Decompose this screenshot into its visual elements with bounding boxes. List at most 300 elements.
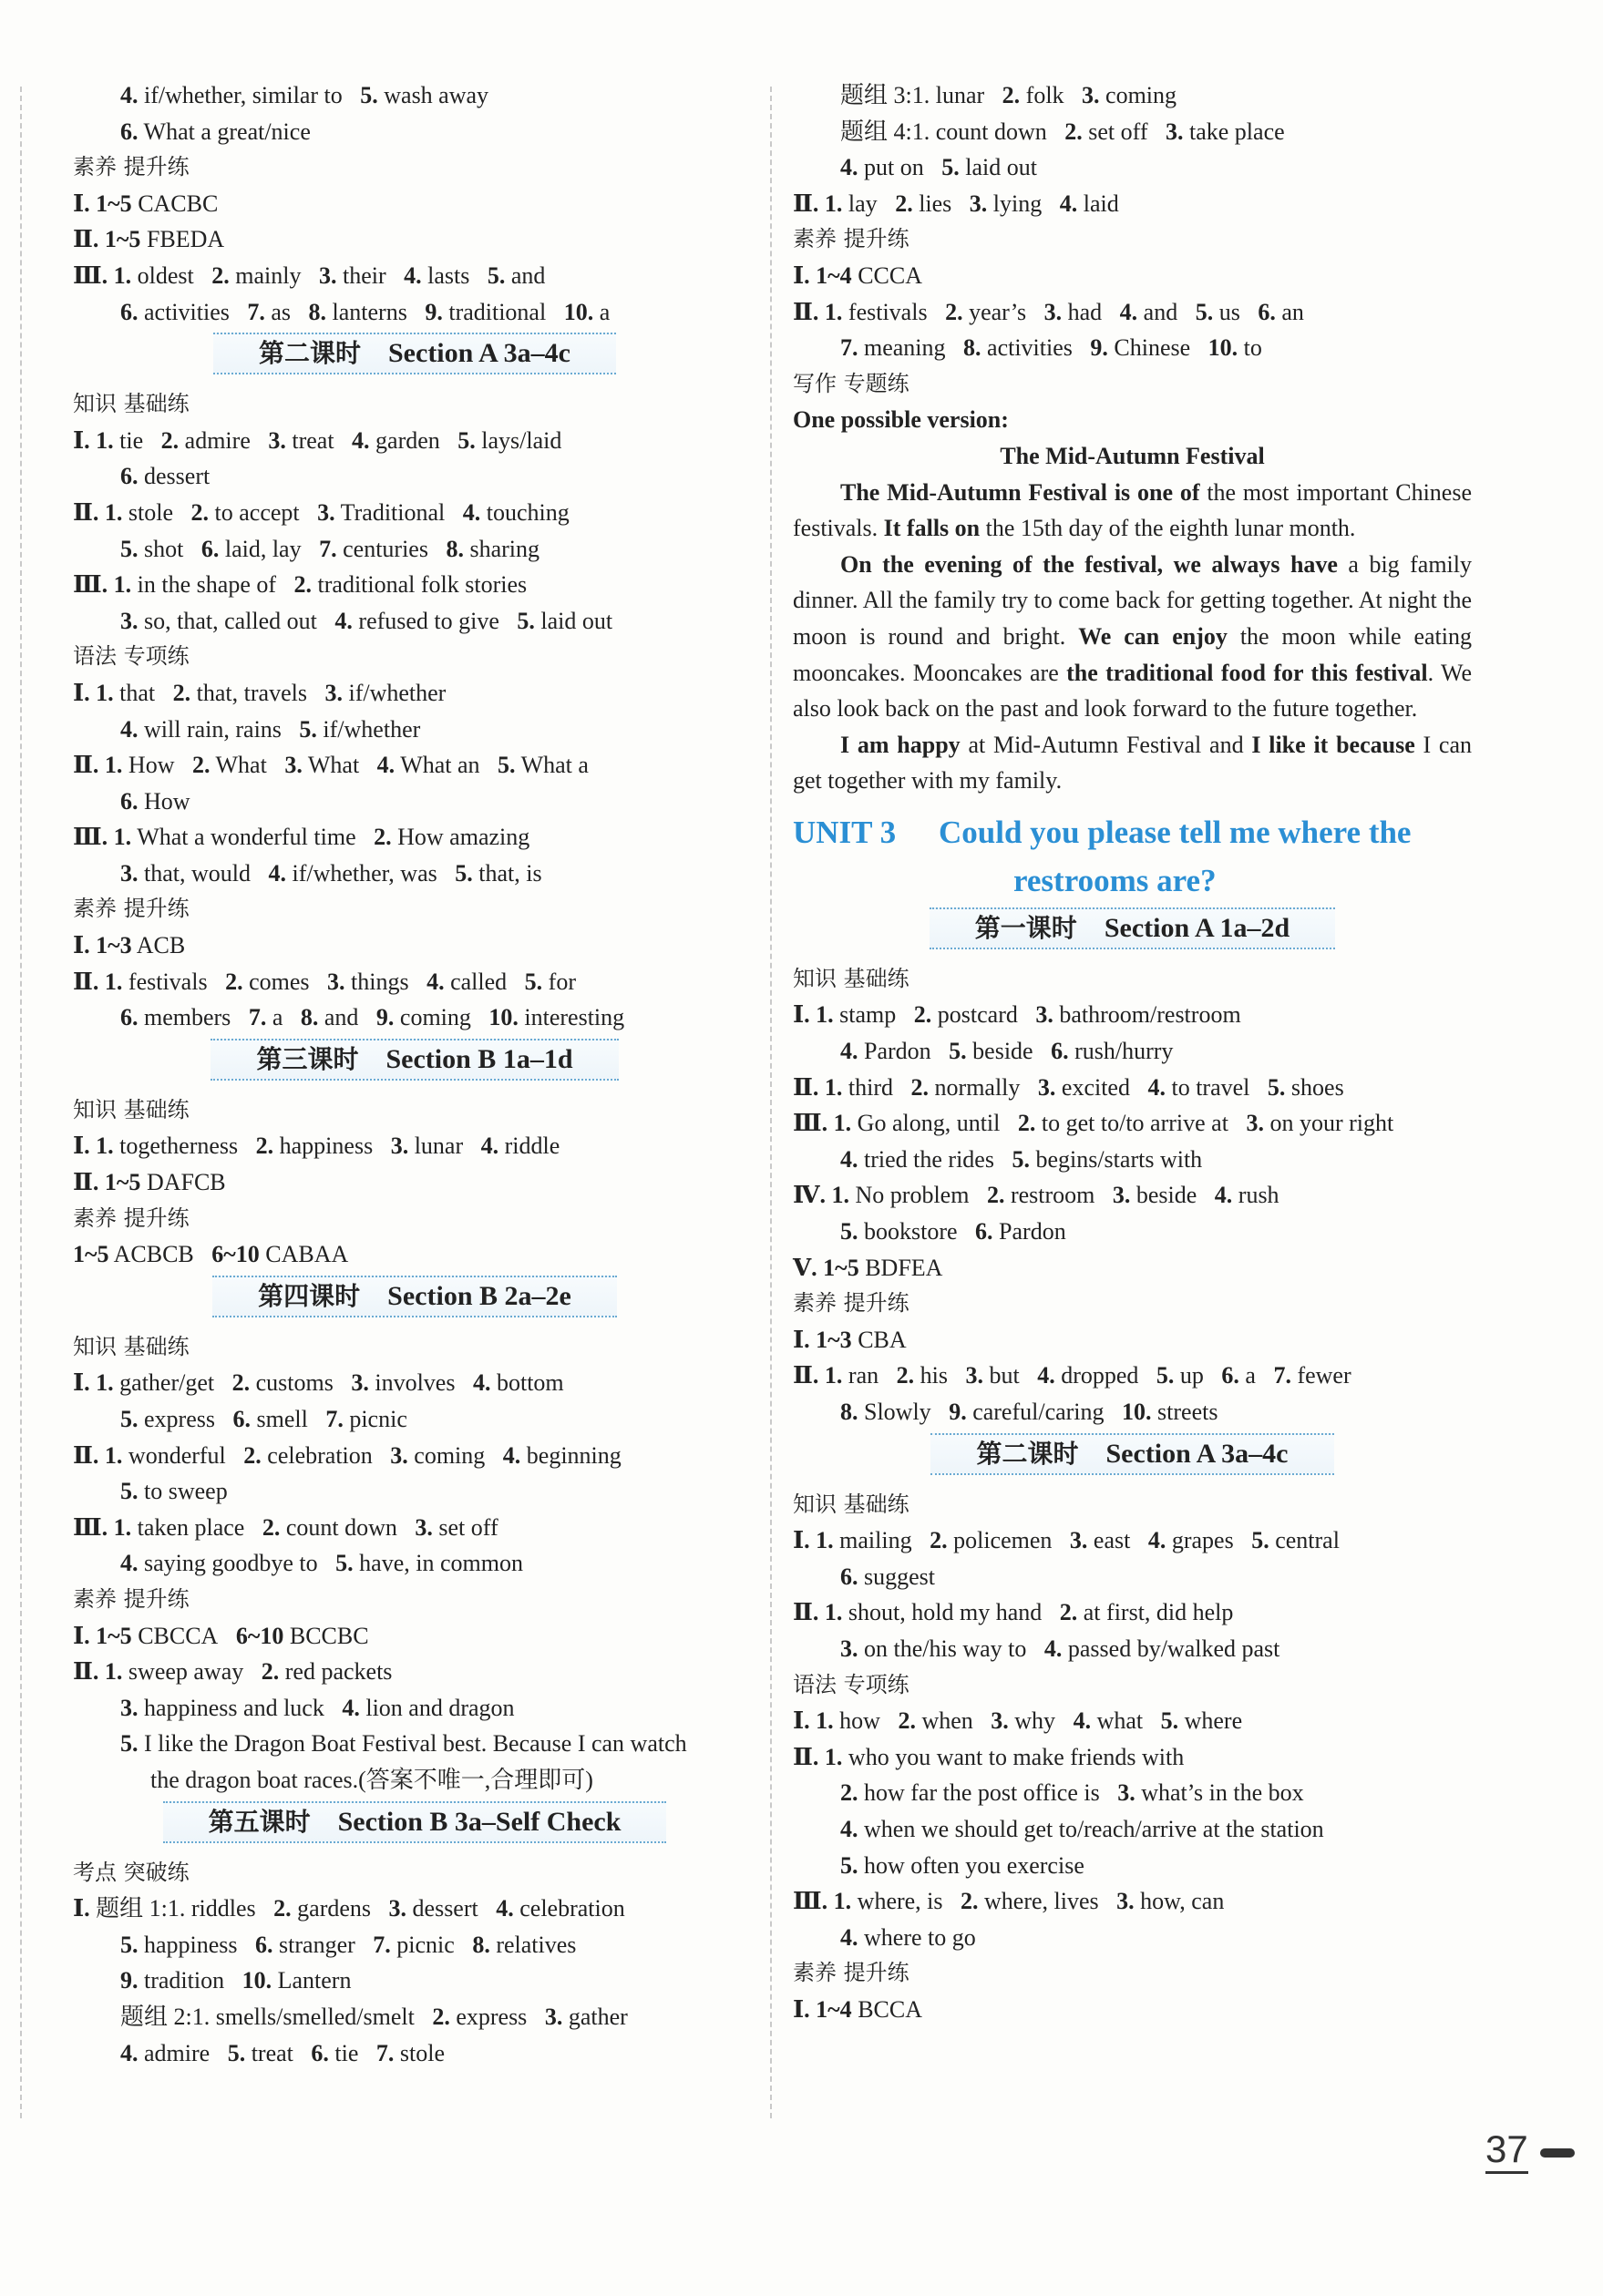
answer-line: [793, 1811, 1472, 1848]
essay-label: [793, 402, 1472, 438]
answer-text: postcard: [937, 1001, 1018, 1029]
answer-text: saying goodbye to: [144, 1550, 318, 1577]
item-number: 4.: [268, 859, 286, 887]
item-number: 8.: [308, 298, 327, 325]
unit-label: UNIT 3: [793, 814, 897, 850]
answer-line: [793, 1522, 1472, 1559]
answer-text: festivals: [848, 298, 928, 325]
answer-line: [73, 495, 756, 531]
answer-line: [73, 1618, 756, 1655]
item-number: 3.: [1043, 298, 1063, 325]
answer-line: [73, 675, 756, 712]
item-number: Ⅰ. 1.: [73, 679, 114, 706]
item-number: Ⅲ. 1.: [73, 261, 132, 289]
answer-text: red packets: [284, 1658, 393, 1686]
answer-text: lasts: [427, 261, 470, 289]
item-number: 2.: [231, 1369, 251, 1397]
essay-text: the most important Chinese festivals.: [793, 478, 1473, 542]
item-number: Ⅰ. 1.: [793, 1001, 834, 1029]
item-number: 4.: [376, 752, 396, 779]
answer-text: CBCCA: [138, 1622, 219, 1649]
item-number: Ⅰ. 1~3: [73, 932, 132, 959]
answer-text: year’s: [969, 298, 1027, 325]
essay-paragraph: [793, 727, 1472, 799]
item-number: Ⅱ. 1.: [793, 1743, 843, 1770]
essay-text: . We also look back on the past and look forward to the future together.: [793, 659, 1472, 723]
answer-line: [793, 1322, 1472, 1358]
item-number: 4.: [334, 607, 353, 634]
item-number: 6.: [232, 1406, 251, 1432]
item-number: 8.: [840, 1399, 858, 1425]
answer-line: [73, 294, 756, 331]
answer-text: and: [1143, 298, 1178, 325]
answer-text: gardens: [297, 1895, 372, 1922]
item-number: 4.: [120, 715, 139, 743]
answer-text: BCCBC: [289, 1622, 369, 1649]
answer-text: to travel: [1171, 1073, 1250, 1101]
item-number: 6.: [120, 298, 139, 325]
item-number: 2.: [840, 1779, 858, 1807]
item-number: 5.: [840, 1851, 858, 1879]
answer-text: CABAA: [265, 1241, 349, 1268]
answer-text: how often you exercise: [864, 1851, 1084, 1879]
item-number: 2.: [1017, 1110, 1036, 1137]
answer-text: when we should get to/reach/arrive at the station: [864, 1815, 1324, 1842]
answer-text: Traditional: [340, 498, 446, 526]
answer-text: No problem: [855, 1182, 970, 1209]
item-number: 6.: [255, 1931, 273, 1958]
answer-text: dropped: [1061, 1362, 1139, 1389]
answer-text: shot: [144, 535, 184, 562]
answer-text: why: [1014, 1707, 1056, 1735]
answer-line: [793, 1631, 1472, 1667]
item-number: 4.: [502, 1441, 521, 1469]
category-heading: 素养 提升练: [793, 1290, 909, 1317]
item-number: 2.: [293, 571, 313, 599]
unit-title: Could you please tell me where the: [939, 814, 1412, 850]
answer-text: for: [548, 968, 576, 995]
item-number: 9.: [425, 298, 443, 325]
section-heading: [73, 332, 756, 384]
answer-text: interesting: [524, 1004, 625, 1031]
item-number: 6.: [120, 1004, 139, 1031]
item-number: 2.: [1002, 82, 1021, 108]
item-number: 3.: [268, 426, 286, 454]
essay-keyphrase: On the evening of the festival, we always have: [840, 550, 1338, 578]
answer-text: that, is: [478, 859, 542, 887]
answer-text: sweep away: [128, 1658, 244, 1686]
section-banner: [211, 1039, 618, 1081]
item-number: 3.: [319, 261, 337, 289]
item-number: 3.: [544, 2003, 563, 2030]
answer-line: [73, 567, 756, 603]
answer-text: laid out: [965, 154, 1037, 181]
item-number: 3.: [1069, 1527, 1088, 1554]
answer-line: [73, 747, 756, 784]
answer-text: on your right: [1269, 1110, 1394, 1137]
item-number: 3.: [1116, 1888, 1135, 1915]
item-number: 4.: [496, 1895, 514, 1922]
answer-line: [793, 1177, 1472, 1214]
answer-text: smell: [256, 1406, 308, 1432]
answer-text: comes: [249, 968, 310, 995]
item-number: 4.: [840, 1145, 858, 1173]
item-number: 3.: [991, 1707, 1009, 1735]
item-number: 3.: [1037, 1073, 1056, 1101]
section-label: Section B 1a–1d: [385, 1043, 573, 1074]
answer-line: [73, 1654, 756, 1690]
answer-text: 题组 2:1. smells/smelled/smelt: [120, 2003, 415, 2030]
item-number: 3.: [1117, 1779, 1135, 1807]
item-number: Ⅱ. 1.: [73, 498, 123, 526]
answer-line: [793, 1070, 1472, 1106]
answer-line: [73, 999, 756, 1036]
essay-paragraph: [793, 475, 1472, 547]
answer-text: laid: [1083, 190, 1119, 217]
answer-text: gather: [568, 2003, 628, 2030]
item-number: 5.: [360, 82, 378, 108]
item-number: 6.: [200, 535, 220, 562]
answer-line: [793, 1848, 1472, 1884]
item-number: 7.: [325, 1406, 344, 1432]
answer-text: Go along, until: [857, 1110, 1001, 1137]
answer-text: activities: [144, 298, 230, 325]
answer-text: their: [343, 261, 386, 289]
section-label: Section B 3a–Self Check: [337, 1806, 622, 1837]
answer-text: What a wonderful time: [137, 824, 356, 851]
answer-text: I like the Dragon Boat Festival best. Because I can watch: [144, 1730, 687, 1758]
answer-text: who you want to make friends with: [848, 1743, 1185, 1770]
answer-line: [793, 186, 1472, 222]
answer-text: if/whether, similar to: [144, 82, 343, 108]
right-column: [793, 77, 1472, 2028]
answer-text: on the/his way to: [864, 1635, 1027, 1662]
item-number: 10.: [488, 1004, 519, 1031]
item-number: 5.: [455, 859, 473, 887]
answer-text: to: [1243, 334, 1262, 362]
item-number: 6.: [120, 787, 139, 815]
answer-text: restroom: [1010, 1182, 1095, 1209]
section-banner: [930, 907, 1335, 949]
item-number: 1~5: [73, 1241, 109, 1268]
answer-text: that, would: [144, 859, 251, 887]
item-number: 3.: [284, 752, 303, 779]
item-number: 5.: [524, 968, 543, 995]
answer-line: [73, 458, 756, 495]
item-number: 2.: [261, 1658, 280, 1686]
category-heading: 素养 提升练: [73, 1204, 190, 1231]
answer-text: treat: [251, 2039, 293, 2066]
item-number: 3.: [324, 679, 343, 706]
answer-text: relatives: [496, 1931, 577, 1958]
item-number: 5.: [120, 535, 139, 562]
answer-text: how, can: [1140, 1888, 1225, 1915]
lesson-label: 第五课时: [208, 1806, 311, 1837]
section-heading: [73, 1275, 756, 1327]
category-heading: 考点 突破练: [73, 1859, 190, 1885]
answer-text: how far the post office is: [864, 1779, 1100, 1807]
item-number: 10.: [563, 298, 594, 325]
lesson-label: 第四课时: [258, 1280, 361, 1311]
item-number: 3.: [388, 1895, 407, 1922]
answer-text: folk: [1025, 82, 1064, 108]
item-number: 4.: [342, 1694, 360, 1721]
answer-text: oldest: [137, 261, 194, 289]
answer-text: begins/starts with: [1035, 1145, 1203, 1173]
answer-text: and: [510, 261, 546, 289]
answer-text: traditional folk stories: [317, 571, 528, 599]
answer-line: [73, 1891, 756, 1927]
item-number: 2.: [1064, 118, 1083, 145]
essay-title-text: The Mid-Autumn Festival: [1000, 442, 1265, 469]
answer-text: involves: [375, 1369, 456, 1397]
answer-text: 题组 4:1. count down: [840, 118, 1047, 145]
answer-text: bookstore: [864, 1218, 958, 1245]
answer-line: [793, 149, 1472, 186]
answer-text: lying: [992, 190, 1043, 217]
essay-keyphrase: The Mid-Autumn Festival is one of: [840, 478, 1200, 506]
answer-text: wash away: [384, 82, 489, 108]
answer-text: beginning: [526, 1441, 622, 1469]
answer-text: to sweep: [144, 1478, 228, 1505]
item-number: 2.: [273, 1895, 292, 1922]
answer-text: express: [144, 1406, 215, 1432]
category-heading: 语法 专项练: [793, 1671, 909, 1697]
lesson-label: 第二课时: [258, 338, 361, 369]
answer-line: [73, 531, 756, 568]
answer-text: east: [1093, 1527, 1131, 1554]
answer-text: bottom: [496, 1369, 564, 1397]
answer-line: [793, 1883, 1472, 1920]
item-number: 8.: [963, 334, 981, 362]
answer-text: how: [839, 1707, 880, 1735]
answer-text: admire: [144, 2039, 211, 2066]
essay-keyphrase: I like it because: [1251, 731, 1415, 758]
item-number: 4.: [1214, 1182, 1233, 1209]
item-number: 5.: [1156, 1362, 1175, 1389]
answer-text: grapes: [1171, 1527, 1234, 1554]
item-number: 2.: [374, 824, 392, 851]
answer-text: when: [921, 1707, 973, 1735]
item-number: 2.: [160, 426, 180, 454]
answer-text: us: [1218, 298, 1240, 325]
item-number: 2.: [432, 2003, 450, 2030]
item-number: 5.: [120, 1406, 139, 1432]
answer-text: bathroom/restroom: [1059, 1001, 1241, 1029]
answer-text: What a great/nice: [143, 118, 311, 145]
answer-text: things: [351, 968, 409, 995]
answer-line: [793, 1214, 1472, 1250]
item-number: 5.: [1160, 1707, 1179, 1735]
answer-line: [793, 1394, 1472, 1430]
answer-line: [73, 1438, 756, 1474]
answer-line: [73, 1963, 756, 1999]
answer-text: CBA: [858, 1326, 907, 1353]
answer-line: [793, 1250, 1472, 1286]
item-number: 4.: [1073, 1707, 1092, 1735]
item-number: 4.: [120, 2039, 139, 2066]
category-heading: 语法 专项练: [73, 643, 190, 670]
answer-text: gather/get: [119, 1369, 215, 1397]
answer-line: [793, 1358, 1472, 1394]
answer-text: as: [271, 298, 292, 325]
item-number: 3.: [1166, 118, 1184, 145]
category-heading: 知识 基础练: [73, 1096, 190, 1122]
answer-line: [73, 2035, 756, 2072]
answer-text: had: [1067, 298, 1103, 325]
answer-text: rush/hurry: [1074, 1038, 1174, 1065]
item-number: 8.: [472, 1931, 490, 1958]
item-number: 2.: [898, 1707, 916, 1735]
answer-text: a: [599, 298, 611, 325]
answer-text: take place: [1189, 118, 1285, 145]
essay-keyphrase: the traditional food for this festival: [1066, 659, 1428, 686]
answer-text: CCCA: [858, 261, 922, 289]
answer-text: put on: [864, 154, 924, 181]
answer-text: a: [1245, 1362, 1256, 1389]
item-number: Ⅰ. 1.: [73, 1133, 114, 1160]
answer-text: if/whether: [323, 715, 421, 743]
answer-text: where, lives: [984, 1888, 1099, 1915]
answer-text: garden: [375, 426, 440, 454]
answer-text: tried the rides: [864, 1145, 994, 1173]
item-number: 3.: [415, 1513, 433, 1541]
item-number: 4.: [1059, 190, 1078, 217]
answer-text: but: [989, 1362, 1020, 1389]
answer-text: at first, did help: [1083, 1599, 1234, 1626]
item-number: 6.: [975, 1218, 993, 1245]
item-number: Ⅰ. 1~4: [793, 261, 852, 289]
answer-text: wonderful: [128, 1441, 226, 1469]
answer-line: [793, 1775, 1472, 1811]
item-number: Ⅰ.: [73, 1895, 90, 1922]
item-number: 5.: [840, 1218, 858, 1245]
item-number: 2.: [930, 1527, 948, 1554]
item-number: 3.: [969, 190, 988, 217]
essay-keyphrase: It falls on: [883, 515, 981, 542]
item-number: Ⅱ. 1.: [793, 1362, 843, 1389]
item-number: 8.: [300, 1004, 319, 1031]
answer-text: BDFEA: [865, 1254, 943, 1281]
answer-line: [793, 1920, 1472, 1956]
item-number: Ⅱ. 1.: [793, 1599, 843, 1626]
answer-text: activities: [987, 334, 1073, 362]
section-banner: [212, 1276, 617, 1317]
answer-text: set off: [1088, 118, 1148, 145]
answer-text: refused to give: [358, 607, 499, 634]
answer-line: [73, 1999, 756, 2035]
item-number: Ⅲ. 1.: [793, 1110, 852, 1137]
essay-text: the 15th day of the eighth lunar month.: [980, 515, 1356, 542]
item-number: 3.: [965, 1362, 983, 1389]
item-number: 6.: [1221, 1362, 1239, 1389]
item-number: 3.: [1246, 1110, 1264, 1137]
category-heading: 知识 基础练: [793, 1491, 909, 1517]
item-number: Ⅱ. 1.: [73, 968, 123, 995]
item-number: 5.: [299, 715, 317, 743]
answer-text: What: [215, 752, 267, 779]
item-number: 2.: [910, 1073, 930, 1101]
lesson-label: 第一课时: [974, 912, 1077, 943]
answer-line: [793, 77, 1472, 114]
item-number: 5.: [1267, 1073, 1286, 1101]
answer-text: treat: [292, 426, 334, 454]
item-number: 3.: [390, 1133, 409, 1160]
item-number: 8.: [446, 535, 464, 562]
item-number: 7.: [247, 298, 265, 325]
left-margin-rule: [20, 87, 22, 2118]
item-number: Ⅰ. 1.: [73, 426, 114, 454]
category-heading: 素养 提升练: [73, 896, 190, 922]
answer-text: rush: [1238, 1182, 1279, 1209]
answer-text: 题组 1:1. riddles: [96, 1895, 256, 1922]
answer-text: where: [1184, 1707, 1243, 1735]
answer-text: up: [1179, 1362, 1204, 1389]
item-number: 2.: [172, 679, 191, 706]
answer-text: lay: [848, 190, 878, 217]
answer-text: set off: [438, 1513, 498, 1541]
item-number: 5.: [1251, 1527, 1269, 1554]
answer-text: count down: [285, 1513, 397, 1541]
item-number: 4.: [1147, 1073, 1166, 1101]
item-number: 6.: [120, 463, 139, 490]
item-number: 5.: [517, 607, 535, 634]
answer-text: stole: [399, 2039, 445, 2066]
answer-text: happiness: [279, 1133, 374, 1160]
answer-line: [793, 1105, 1472, 1142]
answer-line: [73, 964, 756, 1000]
answer-text: tradition: [144, 1967, 225, 1994]
item-number: 6.: [120, 118, 139, 145]
answer-text: tie: [334, 2039, 359, 2066]
item-number: Ⅲ. 1.: [73, 1513, 132, 1541]
item-number: 5.: [120, 1730, 139, 1758]
section-label: Section A 1a–2d: [1104, 912, 1290, 943]
answer-text: members: [144, 1004, 231, 1031]
answer-line: [73, 1473, 756, 1510]
item-number: Ⅱ. 1.: [73, 1441, 123, 1469]
answer-text: admire: [184, 426, 251, 454]
item-number: 9.: [949, 1399, 967, 1425]
item-number: 7.: [248, 1004, 267, 1031]
answer-text: passed by/walked past: [1067, 1635, 1280, 1662]
answer-line: [73, 1762, 756, 1799]
essay-text: I can get together with my family.: [793, 731, 1473, 794]
item-number: 5.: [227, 2039, 246, 2066]
answer-line: [73, 1164, 756, 1201]
answer-text: How: [128, 752, 175, 779]
answer-text: so, that, called out: [144, 607, 317, 634]
page-number-bar: [1540, 2148, 1575, 2158]
item-number: Ⅱ. 1.: [793, 190, 843, 217]
item-number: 10.: [1207, 334, 1238, 362]
answer-text: ACBCB: [113, 1241, 194, 1268]
item-number: Ⅲ. 1.: [73, 571, 132, 599]
answer-text: what’s in the box: [1141, 1779, 1304, 1807]
answer-text: where, is: [857, 1888, 943, 1915]
lesson-label: 第二课时: [976, 1438, 1079, 1469]
answer-text: if/whether, was: [292, 859, 437, 887]
item-number: 7.: [373, 1931, 391, 1958]
item-number: 4.: [120, 82, 139, 108]
answer-text: ran: [848, 1362, 879, 1389]
answer-line: [73, 423, 756, 459]
item-number: 6.: [840, 1563, 858, 1590]
item-number: 2.: [945, 298, 963, 325]
answer-line: [73, 928, 756, 964]
left-column: [73, 77, 756, 2071]
item-number: 4.: [480, 1133, 499, 1160]
